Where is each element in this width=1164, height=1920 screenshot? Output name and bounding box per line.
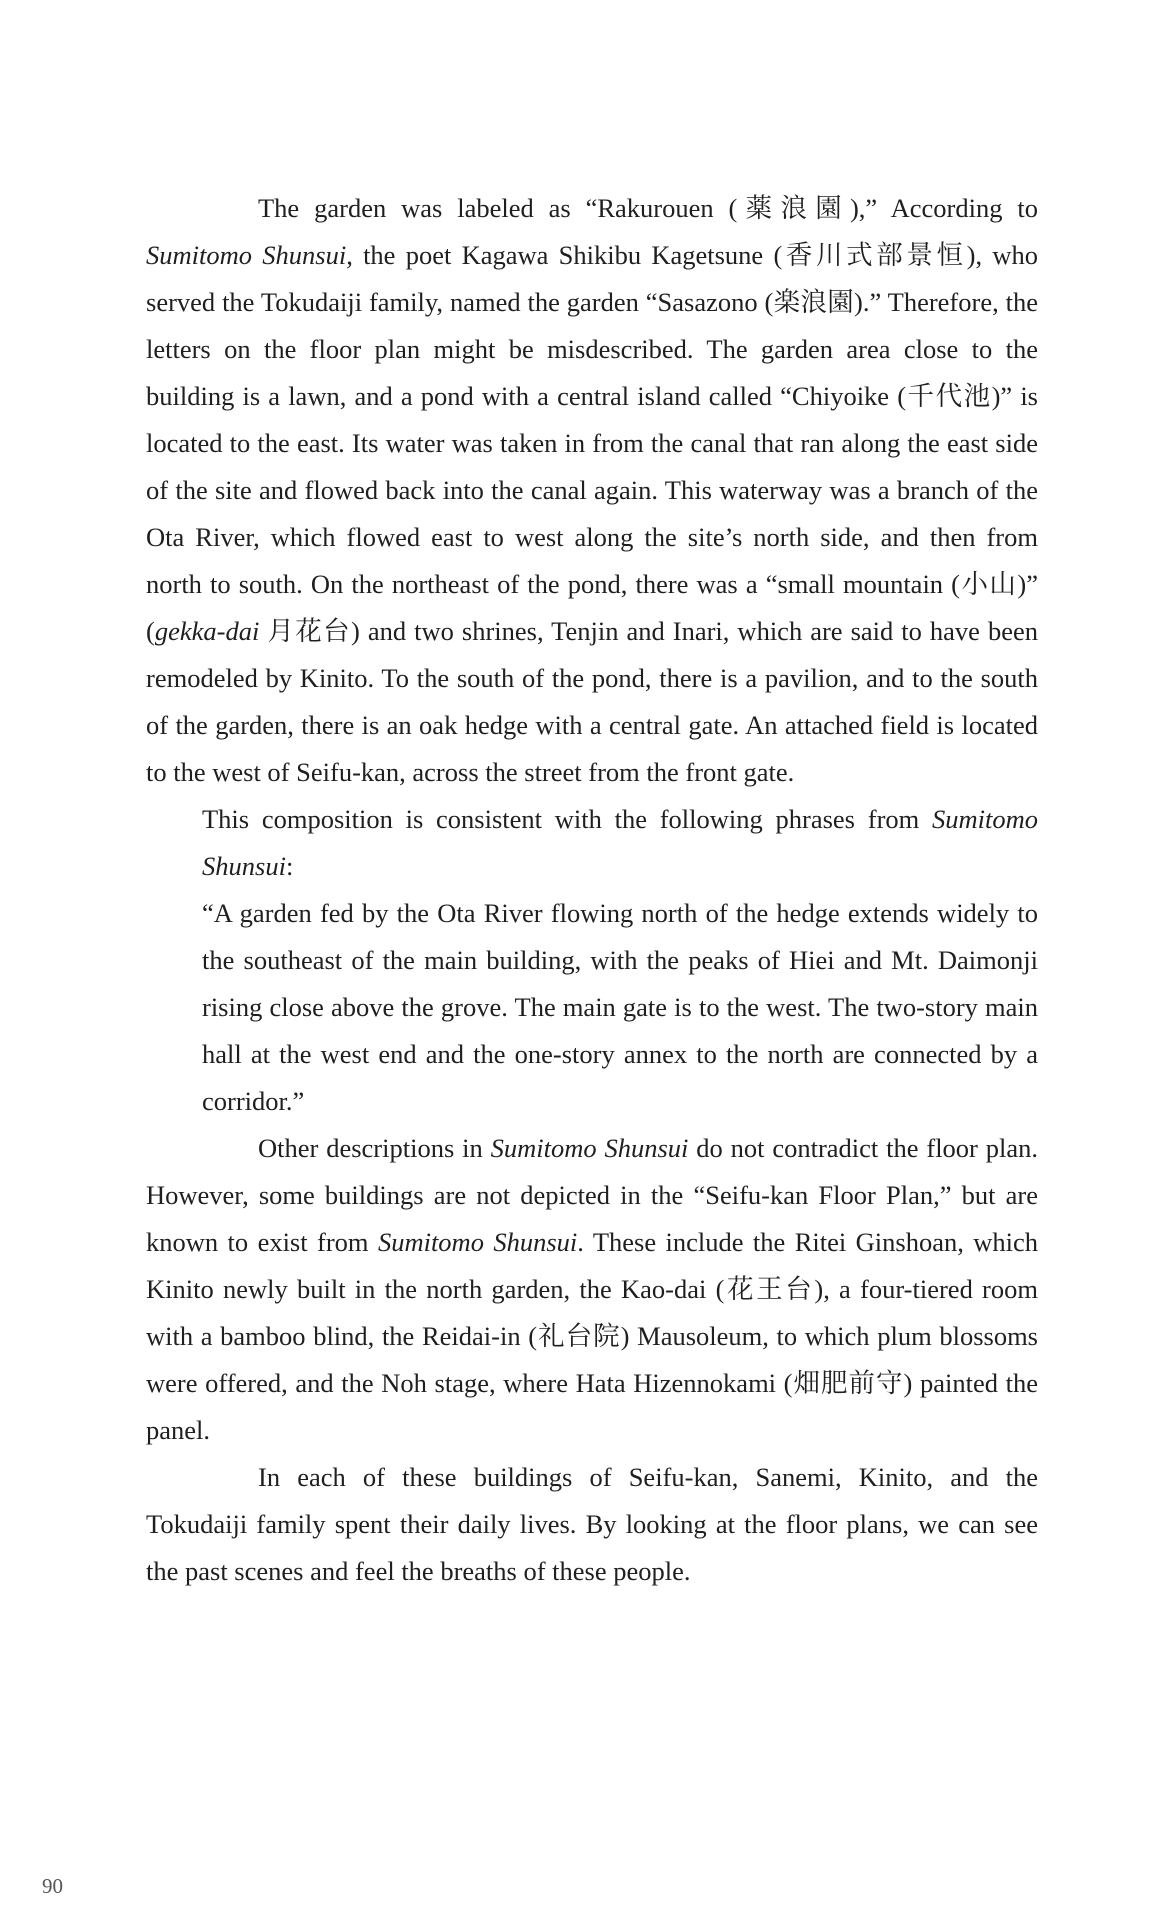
- paragraph-other-descriptions: Other descriptions in Sumitomo Shunsui do not contradict the floor plan. However, some buildings are not depicted in the “Seifu-kan Floor Plan,” but are known to exist from Sumitomo Shunsui. These include the Ritei Ginshoan, which Kinito newly built in the north garden, the Kao-dai (花王台), a four-tiered room with a bamboo blind, the Reidai-in (礼台院) Mausoleum, to which plum blossoms were offered, and the Noh stage, where Hata Hizennokami (畑肥前守) painted the panel.: [146, 1133, 1038, 1445]
- page-number: 90: [42, 1874, 63, 1898]
- body-text: [146, 185, 1038, 1595]
- paragraph-closing: In each of these buildings of Seifu-kan, Sanemi, Kinito, and the Tokudaiji family spent their daily lives. By looking at the floor plans, we can see the past scenes and feel the breaths of these people.: [146, 1462, 1038, 1586]
- block-quote: “A garden fed by the Ota River flowing north of the hedge extends widely to the southeast of the main building, with the peaks of Hiei and Mt. Daimonji rising close above the grove. The main gate is to the west. The two-story main hall at the west end and the one-story annex to the north are connected by a corridor.”: [202, 898, 1038, 1116]
- paragraph-composition-intro: This composition is consistent with the following phrases from Sumitomo Shunsui:: [202, 804, 1038, 881]
- paragraph-garden-description: The garden was labeled as “Rakurouen (薬浪園),” According to Sumitomo Shunsui, the poet Kagawa Shikibu Kagetsune (香川式部景恒), who served the Tokudaiji family, named the garden “Sasazono (楽浪園).” Therefore, the letters on the floor plan might be misdescribed. The garden area close to the building is a lawn, and a pond with a central island called “Chiyoike (千代池)” is located to the east. Its water was taken in from the canal that ran along the east side of the site and flowed back into the canal again. This waterway was a branch of the Ota River, which flowed east to west along the site’s north side, and then from north to south. On the northeast of the pond, there was a “small mountain (小山)” (gekka-dai 月花台) and two shrines, Tenjin and Inari, which are said to have been remodeled by Kinito. To the south of the pond, there is a pavilion, and to the south of the garden, there is an oak hedge with a central gate. An attached field is located to the west of Seifu-kan, across the street from the front gate.: [146, 193, 1038, 787]
